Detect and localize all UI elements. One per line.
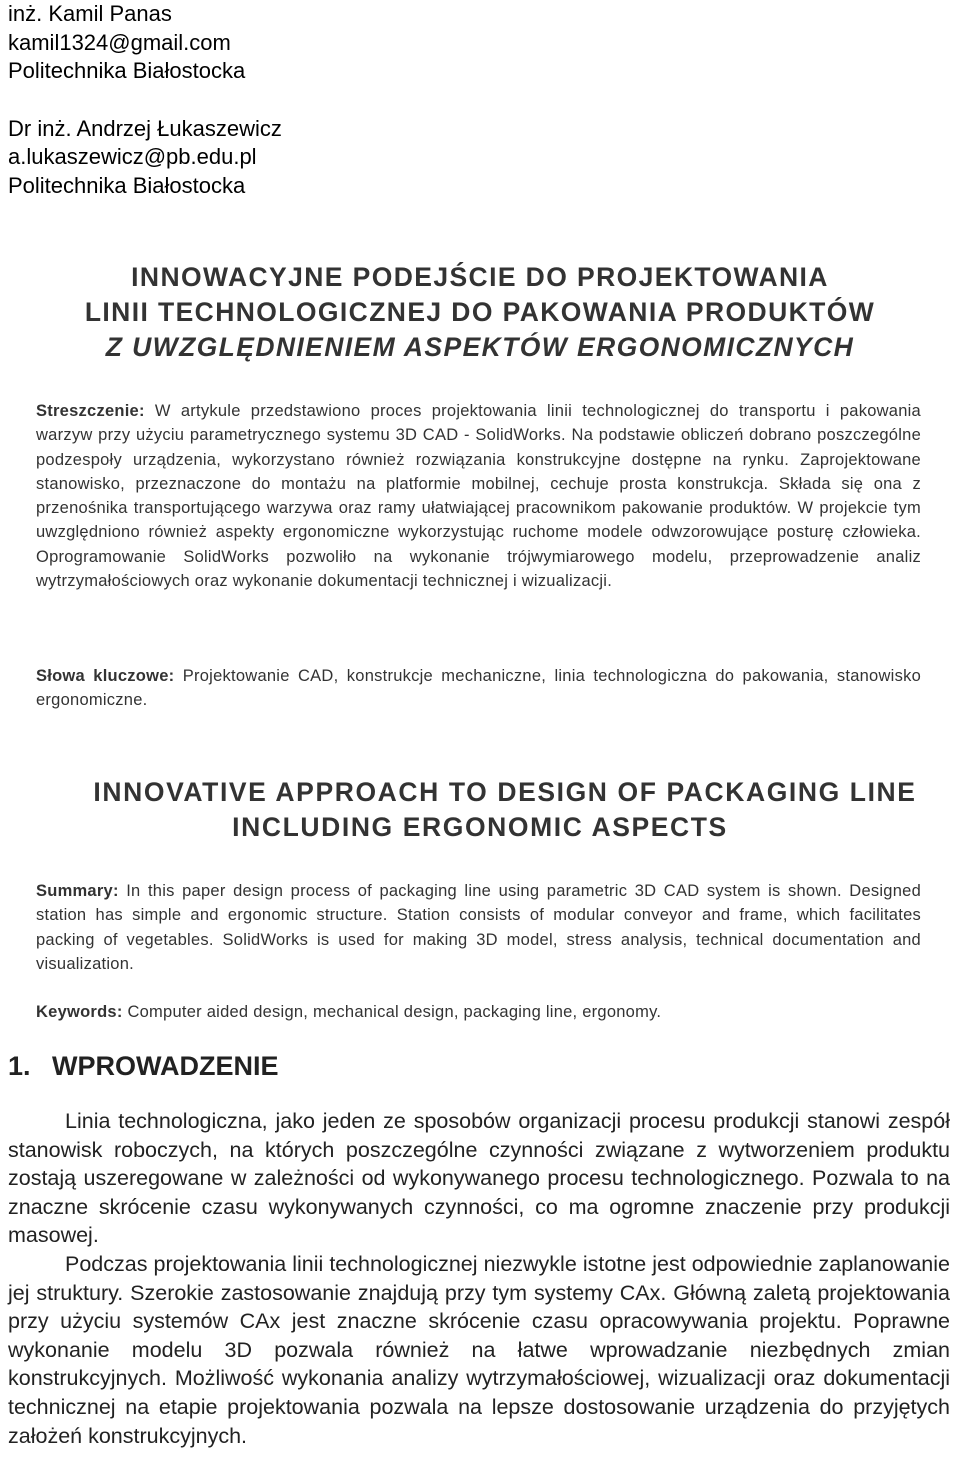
title-line: INNOVATIVE APPROACH TO DESIGN OF PACKAGING LINE (93, 777, 917, 807)
paper-title-english (0, 775, 960, 845)
section-title: WPROWADZENIE (52, 1051, 279, 1081)
paper-title-polish (0, 260, 960, 365)
paragraph: Linia technologiczna, jako jeden ze sposobów organizacji procesu produkcji stanowi zespół stanowisk roboczych, na których poszczególne czynności związane z wytworzeniem produktu zostają uszeregowane w zależności od wykonywanego procesu technologicznego. Pozwala to na znaczne skrócenie czasu wykonywanych czynności, co ma ogromne znaczenie przy produkcji masowej. (8, 1109, 950, 1248)
author-email[interactable]: a.lukaszewicz@pb.edu.pl (8, 144, 257, 169)
summary-text: In this paper design process of packaging line using parametric 3D CAD system is shown. Designed station has simple and ergonomic structure. Station consists of modular conveyor and frame, which facilitates packing of vegetables. SolidWorks is used for making 3D model, stress analysis, technical documentation and visualization. (36, 882, 921, 973)
keywords-text: Projektowanie CAD, konstrukcje mechaniczne, linia technologiczna do pakowania, stanowisko ergonomiczne. (36, 667, 921, 710)
author-affiliation: Politechnika Białostocka (8, 172, 246, 198)
author-name: inż. Kamil Panas (8, 1, 172, 26)
title-line: Z UWZGLĘDNIENIEM ASPEKTÓW ERGONOMICZNYCH (105, 332, 855, 362)
keywords-text: Computer aided design, mechanical design, packaging line, ergonomy. (127, 1003, 662, 1021)
keywords-english (36, 1000, 921, 1024)
keywords-label: Słowa kluczowe: (36, 667, 175, 685)
author-affiliation: Politechnika Białostocka (8, 58, 246, 83)
title-line: LINII TECHNOLOGICZNEJ DO PAKOWANIA PRODUKTÓW (84, 297, 876, 327)
author-block (8, 0, 282, 200)
keywords-polish (36, 664, 921, 713)
abstract-text: W artykule przedstawiono proces projektowania linii technologicznej do transportu i pakowania warzyw przy użyciu parametrycznego systemu 3D CAD - SolidWorks. Na podstawie obliczeń dobrano poszczególne podzespoły urządzenia, wykorzystano również rozwiązania konstrukcyjne dostępne na rynku. Zaprojektowane stanowisko, przeznaczone do montażu na platformie mobilnej, cechuje prosta konstrukcja. Składa się ona z przenośnika transportującego warzywa oraz ramy ułatwiającej pracownikom pakowanie produktów. W projekcie tym uwzględniono również aspekty ergonomiczne wykorzystując ruchome modele odwzorowujące posturę człowieka. Oprogramowanie SolidWorks pozwoliło na wykonanie trójwymiarowego modelu, przeprowadzenie analiz wytrzymałościowych oraz wykonanie dokumentacji technicznej i wizualizacji. (36, 402, 921, 591)
title-line: INNOWACYJNE PODEJŚCIE DO PROJEKTOWANIA (131, 262, 829, 292)
section-heading (8, 1048, 279, 1084)
abstract-label: Streszczenie: (36, 402, 145, 420)
author-name: Dr inż. Andrzej Łukaszewicz (8, 115, 282, 141)
paragraph: Podczas projektowania linii technologicznej niezwykle istotne jest odpowiednie zaplanowanie jej struktury. Szerokie zastosowanie znajdują przy tym systemy CAx. Główną zaletą projektowania przy użyciu systemów CAx jest znaczne skrócenie czasu opracowywania projektu. Poprawne wykonanie modelu 3D pozwala również na łatwe wprowadzanie niezbędnych zmian konstrukcyjnych. Możliwość wykonania analizy wytrzymałościowej, wizualizacji oraz dokumentacji technicznej na etapie projektowania pozwala na lepsze dostosowanie urządzenia do przyjętych założeń konstrukcyjnych. (8, 1251, 950, 1448)
summary-english (36, 879, 921, 976)
summary-label: Summary: (36, 882, 119, 900)
keywords-label: Keywords: (36, 1003, 123, 1021)
author-email[interactable]: kamil1324@gmail.com (8, 29, 231, 55)
abstract-polish (36, 399, 921, 593)
section-number: 1. (8, 1051, 31, 1081)
title-line: INCLUDING ERGONOMIC ASPECTS (232, 812, 728, 842)
section-body (8, 1107, 950, 1450)
